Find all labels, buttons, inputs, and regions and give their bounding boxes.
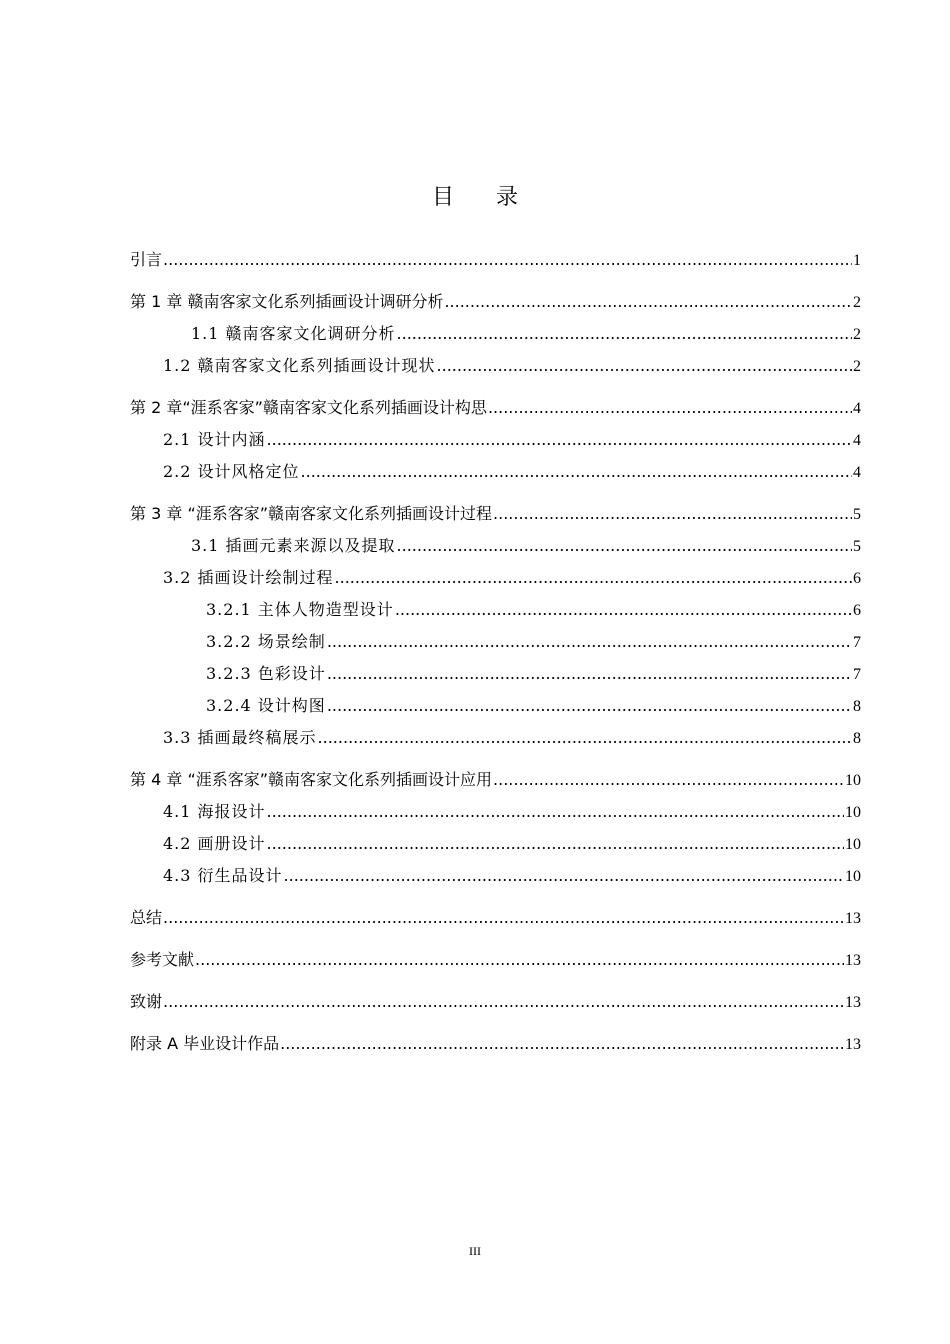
table-of-contents — [130, 244, 861, 1060]
toc-entry-page: 5 — [853, 538, 861, 555]
toc-entry-page: 7 — [853, 666, 861, 683]
toc-entry-page: 10 — [845, 868, 861, 885]
toc-entry-label: 3.2 插画设计绘制过程 — [163, 568, 334, 587]
toc-entry-label: 2.2 设计风格定位 — [163, 462, 300, 481]
toc-entry-label: 致谢 — [130, 992, 163, 1011]
toc-leader-dots — [397, 530, 852, 562]
toc-entry-page: 4 — [853, 400, 861, 417]
toc-entry-page: 6 — [853, 602, 861, 619]
toc-entry-3-1[interactable] — [130, 530, 861, 562]
toc-entry-page: 10 — [845, 804, 861, 821]
toc-entry-3-2[interactable] — [130, 562, 861, 594]
toc-entry-references[interactable] — [130, 944, 861, 976]
toc-entry-label: 4.1 海报设计 — [163, 802, 266, 821]
toc-entry-page: 6 — [853, 570, 861, 587]
toc-entry-label: 1.1 赣南客家文化调研分析 — [191, 324, 396, 343]
toc-leader-dots — [493, 764, 844, 796]
toc-entry-4-2[interactable] — [130, 828, 861, 860]
toc-entry-page: 4 — [853, 432, 861, 449]
toc-leader-dots — [163, 986, 844, 1018]
toc-entry-page: 2 — [853, 358, 861, 375]
toc-entry-page: 13 — [845, 994, 861, 1011]
toc-entry-page: 10 — [845, 772, 861, 789]
toc-entry-chapter-2[interactable] — [130, 392, 861, 424]
toc-entry-page: 13 — [845, 1036, 861, 1053]
toc-leader-dots — [327, 626, 852, 658]
toc-entry-label: 第 1 章 赣南客家文化系列插画设计调研分析 — [130, 292, 444, 311]
toc-leader-dots — [301, 456, 852, 488]
toc-entry-chapter-4[interactable] — [130, 764, 861, 796]
toc-entry-label: 第 4 章 “涯系客家”赣南客家文化系列插画设计应用 — [130, 770, 493, 789]
page-title-right: 录 — [496, 185, 519, 210]
toc-entry-3-2-1[interactable] — [130, 594, 861, 626]
toc-leader-dots — [397, 318, 852, 350]
toc-entry-label: 3.3 插画最终稿展示 — [163, 728, 317, 747]
toc-leader-dots — [318, 722, 852, 754]
toc-entry-label: 附录 A 毕业设计作品 — [130, 1034, 280, 1053]
toc-entry-intro[interactable] — [130, 244, 861, 276]
toc-entry-1-2[interactable] — [130, 350, 861, 382]
toc-entry-2-2[interactable] — [130, 456, 861, 488]
toc-entry-3-2-2[interactable] — [130, 626, 861, 658]
toc-entry-label: 2.1 设计内涵 — [163, 430, 266, 449]
toc-leader-dots — [267, 828, 844, 860]
toc-entry-label: 第 3 章 “涯系客家”赣南客家文化系列插画设计过程 — [130, 504, 493, 523]
toc-entry-label: 4.3 衍生品设计 — [163, 866, 283, 885]
toc-entry-page: 2 — [853, 326, 861, 343]
toc-leader-dots — [335, 562, 852, 594]
toc-entry-2-1[interactable] — [130, 424, 861, 456]
toc-entry-page: 8 — [853, 698, 861, 715]
toc-leader-dots — [163, 244, 852, 276]
toc-entry-page: 13 — [845, 952, 861, 969]
toc-entry-3-3[interactable] — [130, 722, 861, 754]
toc-entry-page: 4 — [853, 464, 861, 481]
toc-leader-dots — [327, 690, 852, 722]
toc-entry-page: 1 — [853, 252, 861, 269]
toc-entry-label: 3.2.2 场景绘制 — [206, 632, 326, 651]
toc-entry-label: 3.1 插画元素来源以及提取 — [191, 536, 396, 555]
toc-entry-appendix-a[interactable] — [130, 1028, 861, 1060]
toc-entry-label: 总结 — [130, 908, 163, 927]
toc-entry-page: 8 — [853, 730, 861, 747]
toc-entry-label: 3.2.4 设计构图 — [206, 696, 326, 715]
toc-entry-label: 参考文献 — [130, 950, 195, 969]
toc-entry-3-2-4[interactable] — [130, 690, 861, 722]
toc-leader-dots — [280, 1028, 844, 1060]
toc-leader-dots — [488, 392, 852, 424]
toc-entry-acknowledgements[interactable] — [130, 986, 861, 1018]
toc-entry-page: 2 — [853, 294, 861, 311]
page-title — [0, 180, 950, 211]
toc-entry-4-1[interactable] — [130, 796, 861, 828]
toc-entry-3-2-3[interactable] — [130, 658, 861, 690]
toc-leader-dots — [444, 286, 852, 318]
toc-entry-page: 5 — [853, 506, 861, 523]
page-number: III — [469, 1244, 481, 1258]
toc-entry-4-3[interactable] — [130, 860, 861, 892]
toc-entry-page: 10 — [845, 836, 861, 853]
toc-leader-dots — [284, 860, 844, 892]
toc-entry-label: 3.2.3 色彩设计 — [206, 664, 326, 683]
toc-entry-chapter-3[interactable] — [130, 498, 861, 530]
toc-entry-label: 4.2 画册设计 — [163, 834, 266, 853]
toc-leader-dots — [163, 902, 844, 934]
toc-entry-label: 第 2 章“涯系客家”赣南客家文化系列插画设计构思 — [130, 398, 487, 417]
toc-leader-dots — [493, 498, 852, 530]
toc-entry-1-1[interactable] — [130, 318, 861, 350]
toc-leader-dots — [437, 350, 852, 382]
toc-leader-dots — [195, 944, 844, 976]
toc-leader-dots — [395, 594, 852, 626]
toc-entry-label: 引言 — [130, 250, 163, 269]
toc-leader-dots — [267, 424, 852, 456]
toc-entry-summary[interactable] — [130, 902, 861, 934]
toc-entry-label: 3.2.1 主体人物造型设计 — [206, 600, 394, 619]
toc-entry-page: 7 — [853, 634, 861, 651]
toc-entry-label: 1.2 赣南客家文化系列插画设计现状 — [163, 356, 436, 375]
page-title-left: 目 — [431, 185, 454, 210]
toc-leader-dots — [267, 796, 844, 828]
toc-entry-chapter-1[interactable] — [130, 286, 861, 318]
toc-leader-dots — [327, 658, 852, 690]
toc-entry-page: 13 — [845, 910, 861, 927]
